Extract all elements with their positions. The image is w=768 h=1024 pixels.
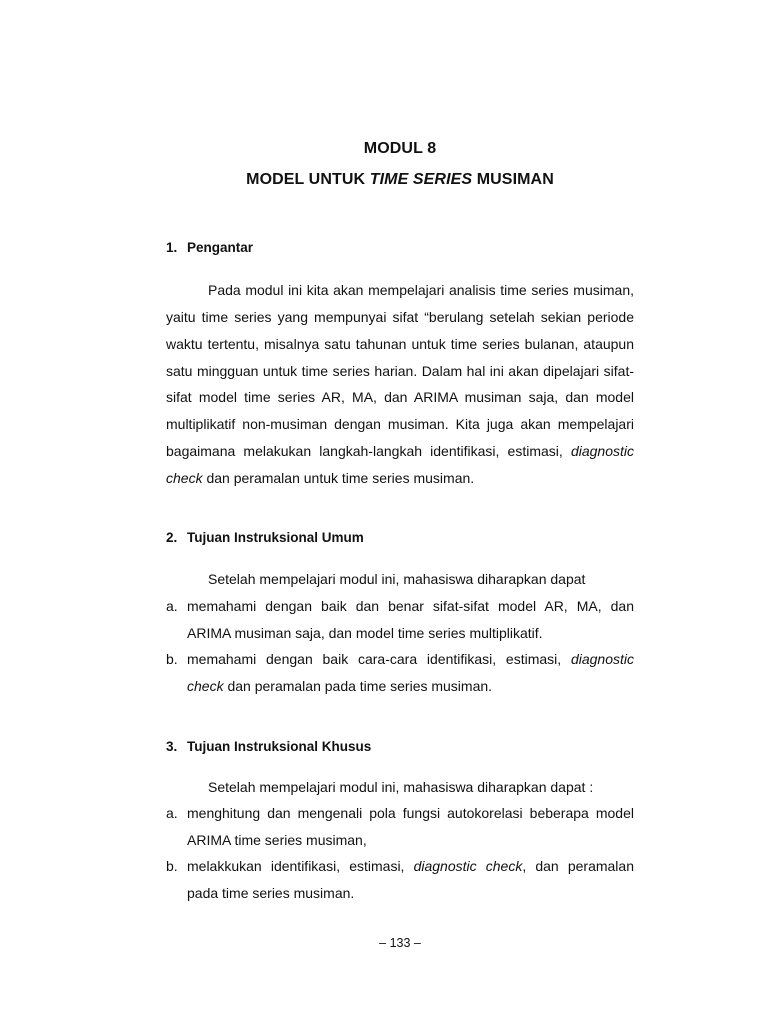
module-title-italic: TIME SERIES [369,171,473,188]
section-heading-text: Pengantar [187,240,254,255]
section-heading-text: Tujuan Instruksional Umum [187,530,364,545]
section-heading-pengantar [166,240,253,255]
page-number: – 133 – [379,936,421,950]
list-item-italic: diagnostic check [413,858,523,874]
list-item-text [187,646,634,700]
module-number-text: MODUL 8 [363,140,437,157]
list-item-text [187,853,634,907]
module-title [166,171,634,189]
list-item-text-end: dan peramalan pada time series musiman. [223,677,493,694]
intro-paragraph-text: Pada modul ini kita akan mempelajari analisis time series musiman, yaitu time series yang mempunyai sifat “berulang setelah sekian periode waktu tertentu, misalnya satu tahunan untuk time series bulanan, ataupun satu mingguan untuk time series harian. Dalam hal ini akan dipelajari sifat-sifat model time series AR, MA, dan ARIMA musiman saja, dan model multiplikatif non-musiman dengan musiman. Kita juga akan mempelajari bagaimana melakukan langkah-langkah identifikasi, estimasi, [166,282,634,460]
list-item-text: menghitung dan mengenali pola fungsi autokorelasi beberapa model ARIMA time series musiman, [187,805,634,848]
intro-paragraph [166,277,634,492]
list-item-text: memahami dengan baik dan benar sifat-sifat model AR, MA, dan ARIMA musiman saja, dan model time series multiplikatif. [187,598,634,641]
list-item-text-part: melakkukan identifikasi, estimasi, [187,858,414,874]
document-page [166,0,634,1024]
section-heading-tujuan-umum [166,530,364,545]
specific-objective-item-a [166,800,634,854]
specific-objectives-lead: Setelah mempelajari modul ini, mahasiswa diharapkan dapat : [208,779,594,795]
list-item-italic: diagnostic check [187,651,634,694]
section-heading-text: Tujuan Instruksional Khusus [187,739,372,754]
section-number: 1. [166,240,178,255]
specific-objective-item-b [166,853,634,907]
general-objective-item-b [166,646,634,700]
section-heading-tujuan-khusus [166,739,371,754]
list-marker: b. [166,651,178,667]
list-marker: b. [166,858,178,874]
intro-paragraph-italic: diagnostic check [166,443,634,486]
list-marker: a. [166,598,178,614]
intro-paragraph-text-end: dan peramalan untuk time series musiman. [202,469,475,486]
section-number: 3. [166,739,178,754]
list-item-text-part: memahami dengan baik cara-cara identifikasi, estimasi, [187,651,571,667]
list-marker: a. [166,805,178,821]
general-objective-item-a [166,593,634,647]
module-number-title [166,140,634,158]
general-objectives-lead: Setelah mempelajari modul ini, mahasiswa diharapkan dapat [208,571,586,587]
module-title-part2: MUSIMAN [472,171,554,188]
list-item-text-end: , dan peramalan pada time series musiman. [187,858,634,901]
section-number: 2. [166,530,178,545]
module-title-part1: MODEL UNTUK [246,171,370,188]
